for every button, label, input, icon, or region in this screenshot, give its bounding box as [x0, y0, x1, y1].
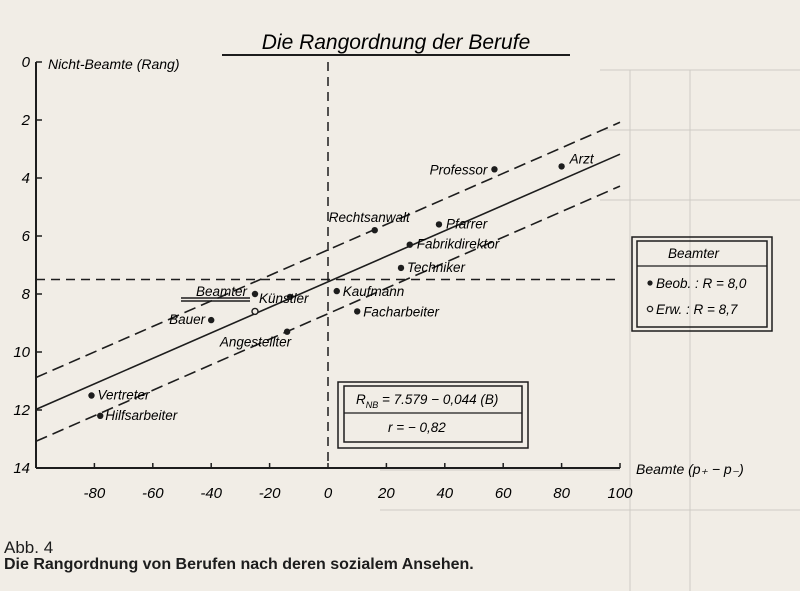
point-label: Bauer [169, 312, 206, 328]
expected-point-marker [252, 308, 258, 314]
regression-line [36, 154, 620, 409]
x-tick-label: 40 [436, 485, 454, 502]
figure-caption: Die Rangordnung von Berufen nach deren sozialem Ansehen. [4, 556, 474, 573]
data-point [252, 291, 258, 297]
point-label: Beamter [195, 284, 247, 299]
point-label: Fabrikdirektor [416, 236, 500, 252]
x-axis-label: Beamte (p₊ − p₋) [636, 461, 744, 477]
data-point [407, 242, 413, 248]
x-tick-label: -20 [258, 485, 281, 502]
point-label: Kaufmann [342, 284, 405, 300]
x-tick-label: -40 [200, 485, 223, 502]
data-point [88, 392, 94, 398]
point-label: Rechtsanwalt [328, 210, 410, 226]
data-point [208, 317, 214, 323]
data-point [372, 227, 378, 233]
y-tick-label: 8 [21, 286, 30, 303]
x-tick-label: 80 [553, 485, 570, 502]
data-point [354, 308, 360, 314]
chart-title: Die Rangordnung der Berufe [261, 31, 531, 54]
point-label: Arzt [569, 151, 594, 167]
x-tick-label: 0 [323, 485, 333, 502]
y-tick-label: 0 [21, 54, 30, 71]
x-tick-label: 100 [607, 485, 633, 502]
point-label: Facharbeiter [363, 304, 439, 320]
data-point [398, 265, 404, 271]
y-tick-label: 10 [13, 344, 30, 361]
x-tick-label: 20 [378, 485, 395, 502]
x-tick-label: -80 [83, 485, 106, 502]
legend-entry-expected: Erw. : R = 8,7 [656, 302, 738, 317]
y-axis-label: Nicht-Beamte (Rang) [48, 56, 180, 72]
point-label: Vertreter [97, 387, 150, 403]
point-label: Pfarrer [445, 216, 488, 232]
x-tick-label: 60 [494, 485, 512, 502]
y-tick-label: 12 [13, 402, 30, 419]
legend-entry-observed: Beob. : R = 8,0 [656, 276, 747, 291]
y-tick-label: 4 [21, 170, 30, 187]
x-tick-label: -60 [141, 485, 164, 502]
legend-title: Beamter [668, 246, 720, 261]
point-label: Techniker [407, 259, 466, 275]
point-label: Hilfsarbeiter [105, 407, 178, 423]
data-point [97, 413, 103, 419]
point-label: Angestellter [219, 334, 292, 350]
y-tick-label: 14 [13, 460, 30, 477]
data-point [491, 166, 497, 172]
point-label: Professor [429, 162, 488, 178]
legend-expected-marker [647, 306, 652, 311]
point-label: Künstler [259, 290, 309, 306]
y-tick-label: 2 [21, 112, 30, 129]
correlation-text: r = − 0,82 [388, 420, 446, 435]
legend-observed-marker [647, 280, 652, 285]
data-point [334, 288, 340, 294]
data-point [436, 221, 442, 227]
figure-number: Abb. 4 [4, 538, 54, 557]
y-tick-label: 6 [21, 228, 30, 245]
data-point [558, 163, 564, 169]
regression-equation: $R_{NB} = 7.579 - 0,044$ (B) [356, 392, 499, 410]
